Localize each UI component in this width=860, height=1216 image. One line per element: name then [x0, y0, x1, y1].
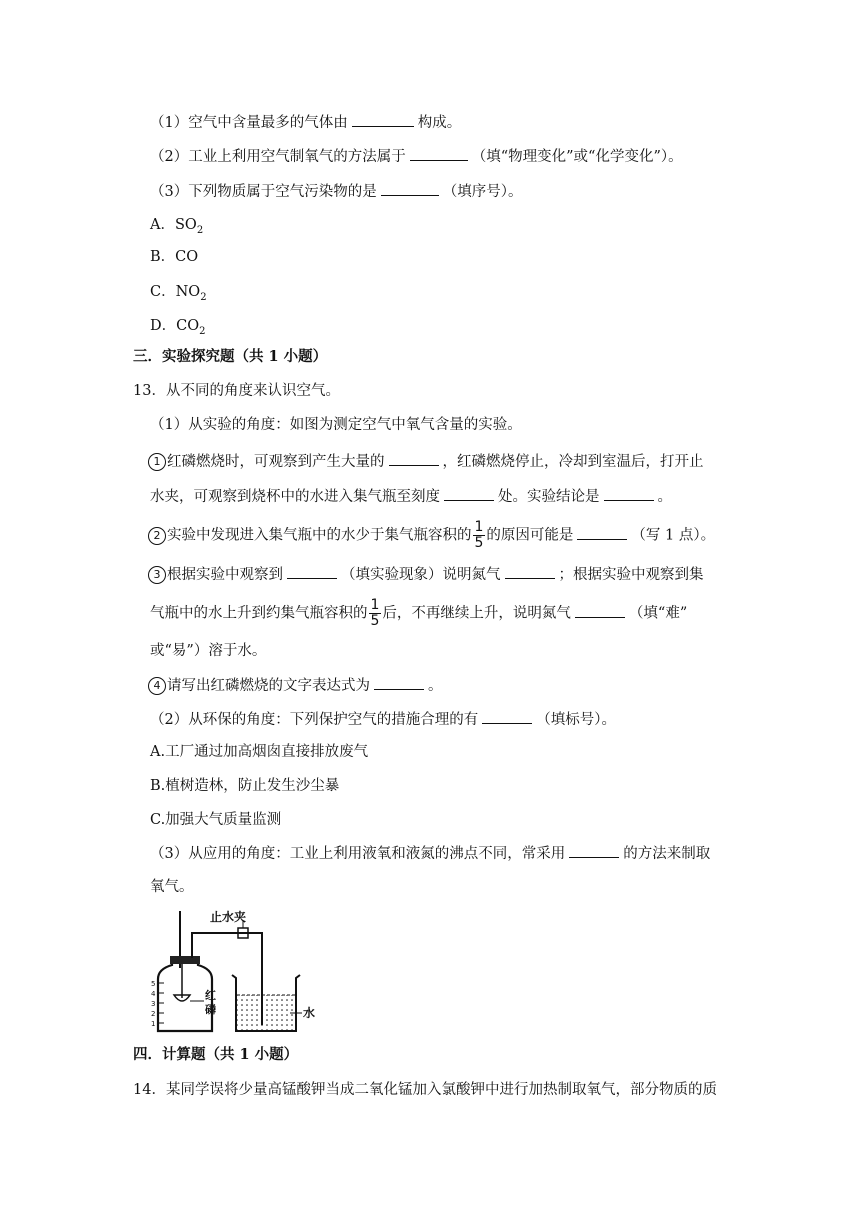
option-a: A．$SO_2$	[150, 217, 204, 236]
answer-blank[interactable]	[482, 709, 532, 724]
phosphorus-label-2: 磷	[205, 1003, 216, 1016]
phosphorus-label-1: 红	[205, 989, 216, 1002]
water-label: 水	[303, 1006, 316, 1020]
answer-blank[interactable]	[577, 525, 627, 540]
q13-sub3-line1: 3 根据实验中观察到 （填实验现象）说明氮气 ；根据实验中观察到集	[148, 564, 704, 585]
svg-text:5: 5	[151, 980, 156, 988]
q13-option-a: A.工厂通过加高烟囱直接排放废气	[150, 744, 369, 760]
answer-blank[interactable]	[505, 564, 555, 579]
circled-number: 1	[148, 453, 166, 471]
q13-sub4: 4 请写出红磷燃烧的文字表达式为 。	[148, 675, 443, 696]
circled-number: 4	[148, 677, 166, 695]
q13-sub3-line3: 或“易”）溶于水。	[150, 643, 267, 659]
q12-part3: （3）下列物质属于空气污染物的是 （填序号）。	[150, 181, 522, 202]
answer-blank[interactable]	[374, 675, 424, 690]
q13-sub1-line2: 水夹，可观察到烧杯中的水进入集气瓶至刻度 处。实验结论是 。	[150, 486, 672, 507]
svg-text:4: 4	[151, 990, 156, 998]
answer-blank[interactable]	[444, 486, 494, 501]
section-heading: 三．实验探究题（共 1 小题）	[133, 348, 328, 365]
answer-blank[interactable]	[604, 486, 654, 501]
q13-sub3-line2: 气瓶中的水上升到约集气瓶容积的 $\frac{1}{5}$ 后，不再继续上升，说明氮气 （填“难”	[150, 597, 688, 629]
q13-sub1-line1: 1 红磷燃烧时，可观察到产生大量的 ，红磷燃烧停止，冷却到室温后，打开止	[148, 451, 704, 472]
option-c: C．$NO_2$	[150, 284, 207, 303]
option-b: B．CO	[150, 249, 199, 265]
circled-number: 2	[148, 527, 166, 545]
fraction: $\frac{1}{5}$	[474, 519, 484, 551]
circled-number: 3	[148, 566, 166, 584]
svg-text:2: 2	[151, 1010, 156, 1018]
q13-part2: （2）从环保的角度：下列保护空气的措施合理的有 （填标号）。	[150, 709, 616, 730]
option-d: D．$CO_2$	[150, 318, 206, 337]
water	[237, 995, 295, 1030]
q14-stem: 14．某同学误将少量高锰酸钾当成二氧化锰加入氯酸钾中进行加热制取氧气，部分物质的质	[133, 1082, 717, 1098]
fraction: $\frac{1}{5}$	[370, 597, 380, 629]
q13-stem: 13．从不同的角度来认识空气。	[133, 383, 340, 399]
q13-option-c: C.加强大气质量监测	[150, 812, 282, 828]
q13-option-b: B.植树造林，防止发生沙尘暴	[150, 778, 340, 794]
rubber-stopper	[170, 956, 200, 964]
clamp-label: 止水夹	[210, 910, 247, 924]
answer-blank[interactable]	[352, 112, 414, 127]
experiment-apparatus-figure	[150, 903, 325, 1038]
q13-sub2: 2 实验中发现进入集气瓶中的水少于集气瓶容积的 $\frac{1}{5}$ 的原因可能是 （写 1 点）。	[148, 520, 715, 551]
answer-blank[interactable]	[389, 451, 439, 466]
q13-part3-line2: 氧气。	[150, 879, 194, 895]
answer-blank[interactable]	[287, 564, 337, 579]
q13-part3-line1: （3）从应用的角度：工业上利用液氧和液氮的沸点不同，常采用 的方法来制取	[150, 843, 710, 864]
answer-blank[interactable]	[381, 181, 439, 196]
answer-blank[interactable]	[569, 843, 619, 858]
svg-text:1: 1	[151, 1020, 156, 1028]
answer-blank[interactable]	[410, 146, 468, 161]
q13-part1: （1）从实验的角度：如图为测定空气中氧气含量的实验。	[150, 417, 522, 433]
answer-blank[interactable]	[575, 603, 625, 618]
q12-part2: （2）工业上利用空气制氧气的方法属于 （填“物理变化”或“化学变化”）。	[150, 146, 683, 167]
section-heading: 四．计算题（共 1 小题）	[133, 1046, 299, 1063]
svg-text:3: 3	[151, 1000, 156, 1008]
q12-part1: （1）空气中含量最多的气体由 构成。	[150, 112, 461, 133]
